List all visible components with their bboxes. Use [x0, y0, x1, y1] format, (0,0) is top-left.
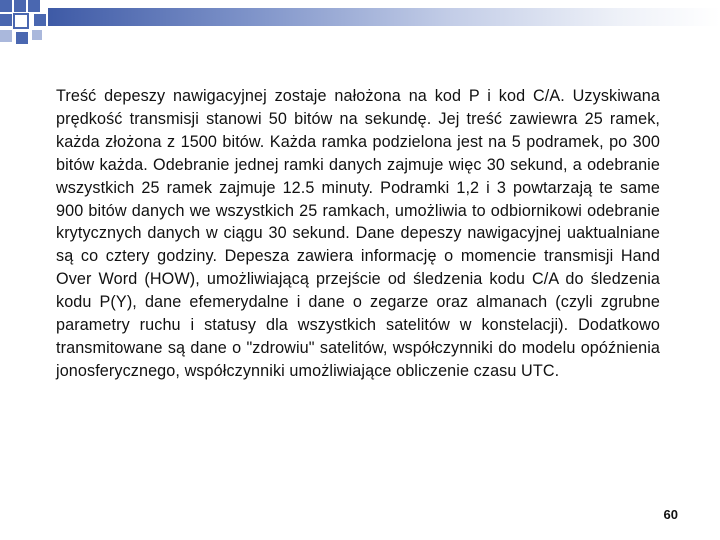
decor-square	[0, 0, 12, 12]
page-number: 60	[663, 507, 678, 522]
decor-square	[0, 14, 12, 26]
decor-square-outline	[13, 13, 29, 29]
decor-square	[32, 30, 42, 40]
decor-square	[0, 30, 12, 42]
decor-square	[16, 32, 28, 44]
slide-body-text: Treść depeszy nawigacyjnej zostaje nałożona na kod P i kod C/A. Uzyskiwana prędkość transmisji stanowi 50 bitów na sekundę. Jej treść zawiewra 25 ramek, każda złożona z 1500 bitów. Każda ramka podzielona jest na 5 podramek, po 300 bitów każda. Odebranie jednej ramki danych zajmuje więc 30 sekund, a odebranie wszystkich 25 ramek zajmuje 12.5 minuty. Podramki 1,2 i 3 powtarzają te same 900 bitów danych we wszystkich 25 ramkach, umożliwia to odbiornikowi odebranie krytycznych danych w ciągu 30 sekund. Dane depeszy nawigacyjnej uaktualniane są co cztery godziny. Depesza zawiera informację o momencie transmisji Hand Over Word (HOW), umożliwiającą przejście od śledzenia kodu C/A do śledzenia kodu P(Y), dane efemerydalne i dane o zegarze oraz almanach (czyli zgrubne parametry ruchu i statusy dla wszystkich satelitów w konstelacji). Dodatkowo transmitowane są dane o "zdrowiu" satelitów, współczynniki do modelu opóźnienia jonosferycznego, współczynniki umożliwiające obliczenie czasu UTC.	[56, 87, 660, 380]
decor-square	[28, 0, 40, 12]
decor-square	[34, 14, 46, 26]
decor-square	[14, 0, 26, 12]
header-gradient-bar	[48, 8, 720, 26]
